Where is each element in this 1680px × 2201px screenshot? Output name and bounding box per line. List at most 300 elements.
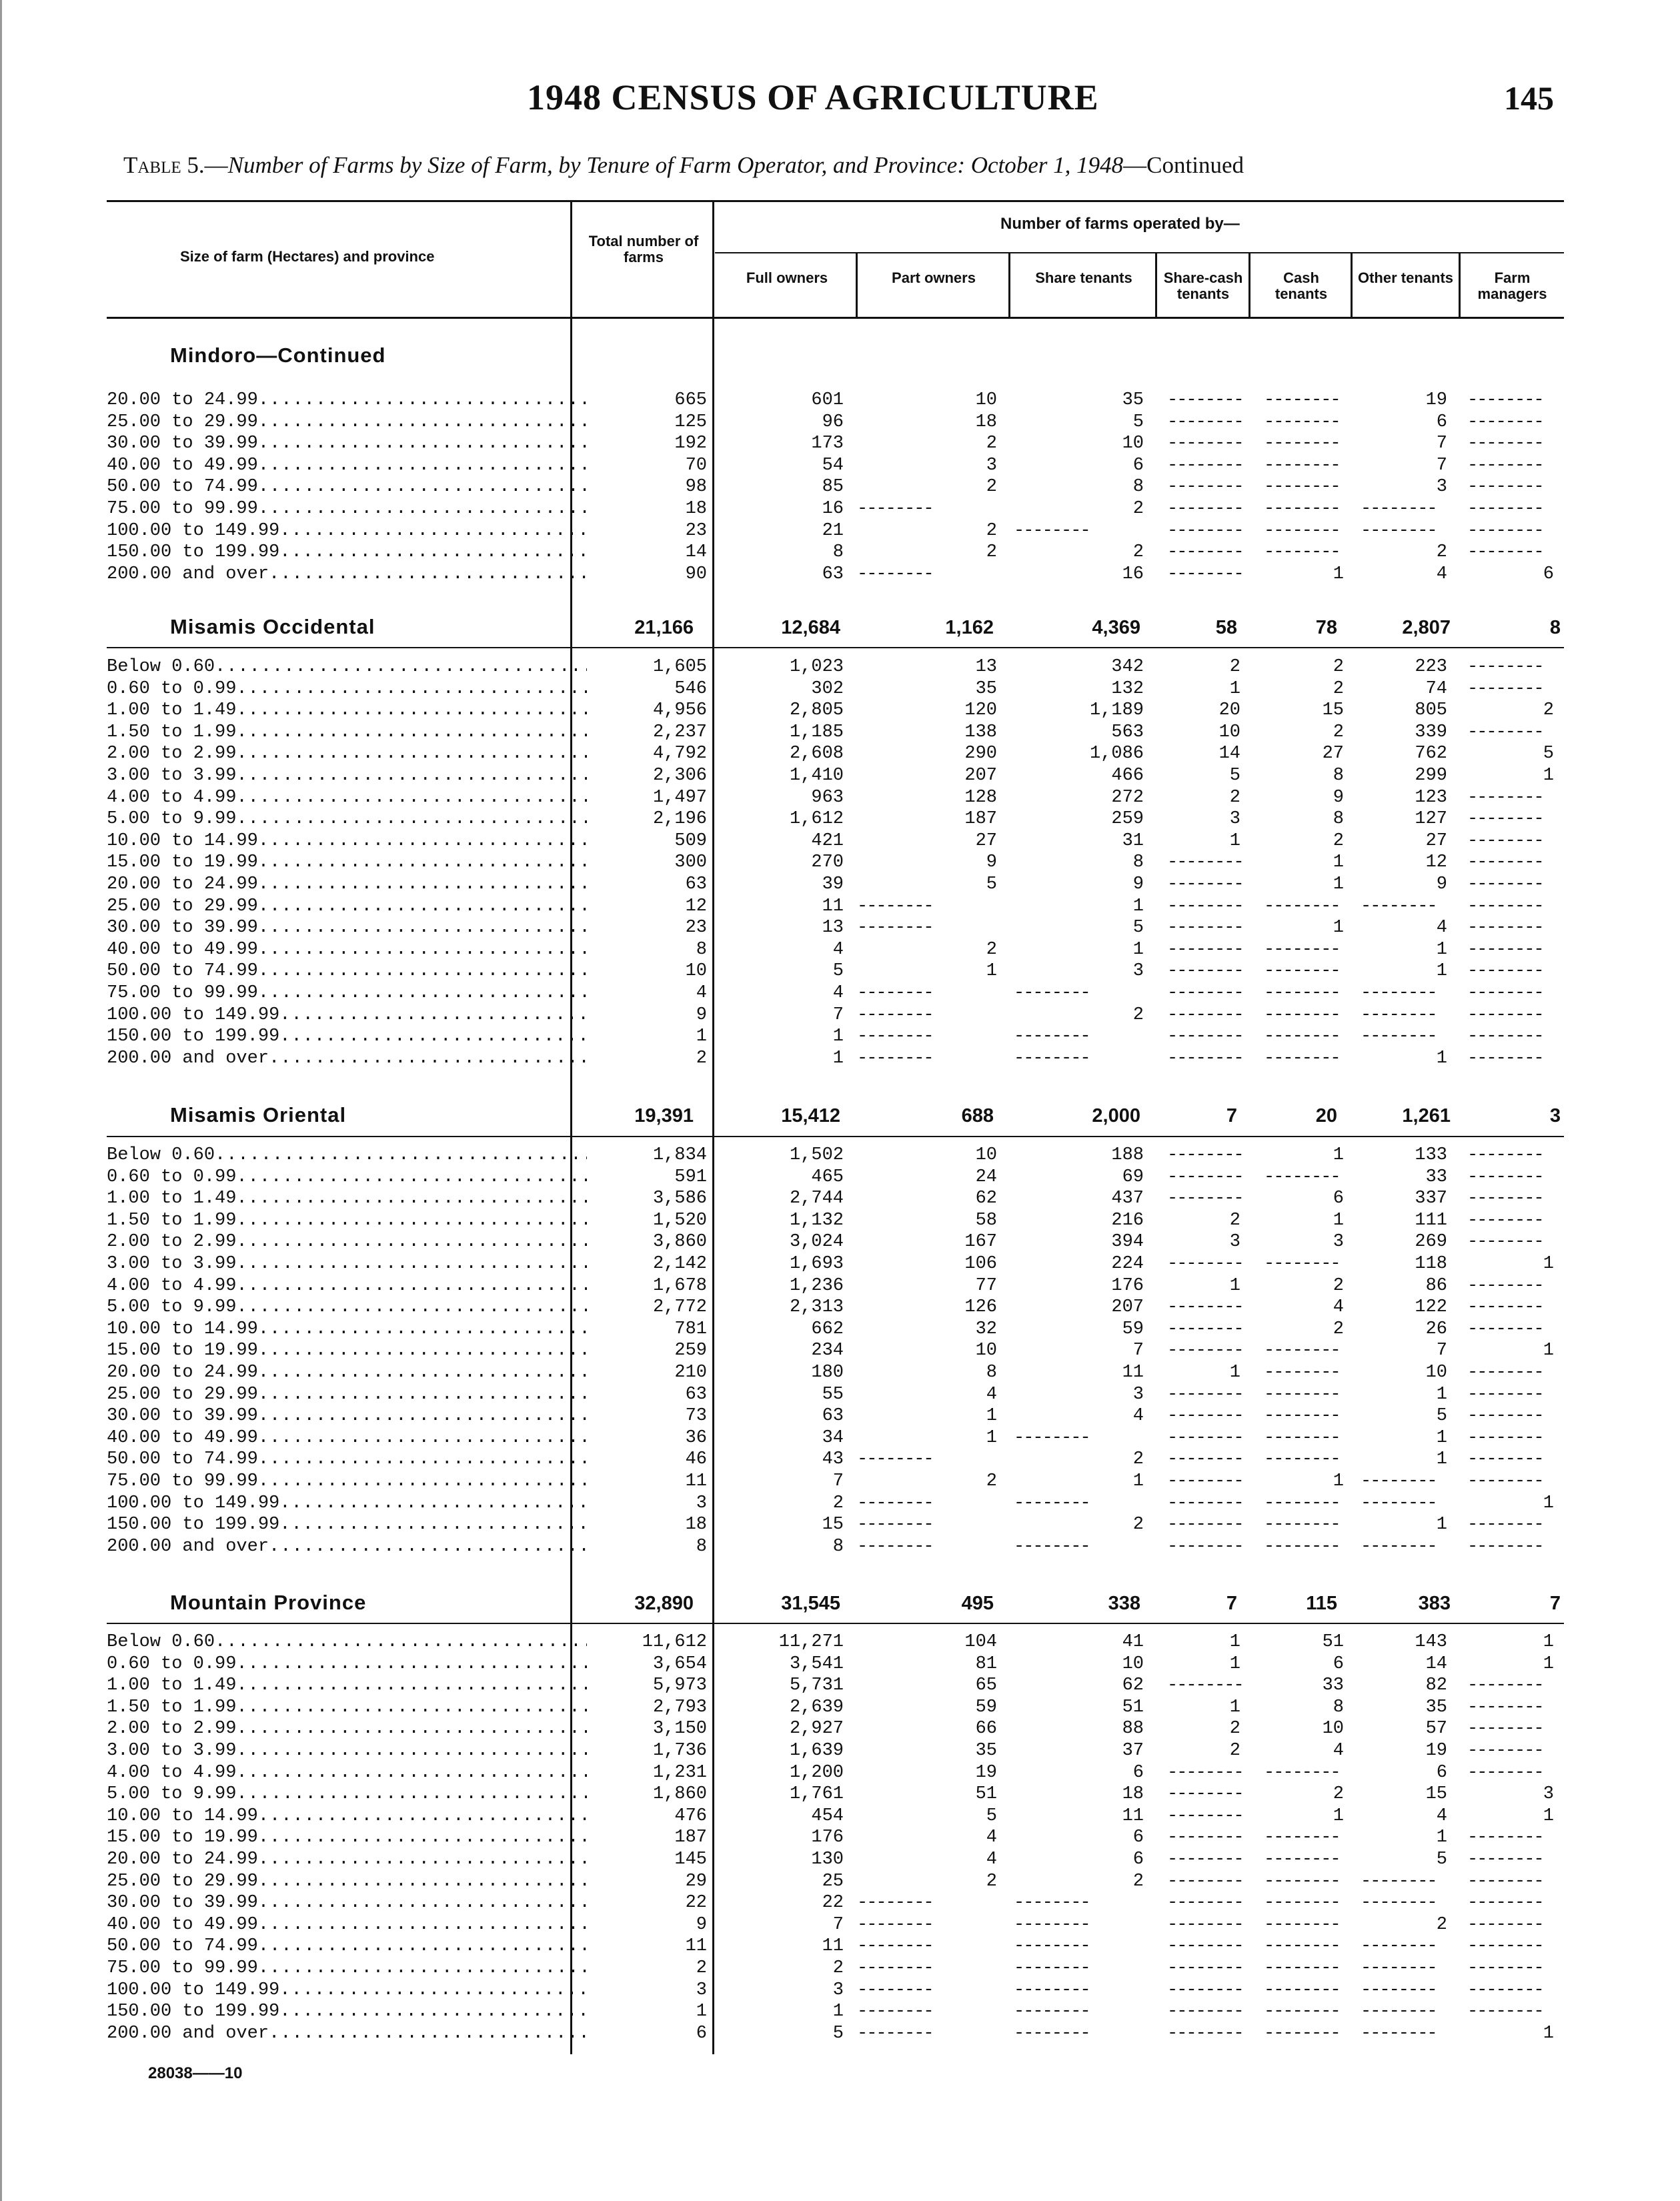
cell-total: 18 [685, 498, 707, 519]
total-row-mountain-province [574, 1593, 1561, 1617]
size-class-label: 25.00 to 29.99 ..... [107, 896, 587, 916]
cell-cash: 8 [1333, 765, 1344, 786]
cell-total: 73 [685, 1406, 707, 1427]
blank-cell-leader: -------- [1361, 1871, 1437, 1892]
cell-share: 1,189 [1089, 700, 1144, 721]
cell-share: 2 [1132, 498, 1144, 519]
cell-other: 4 [1436, 1805, 1447, 1826]
table-row [107, 499, 1564, 521]
blank-cell-leader: -------- [857, 1958, 933, 1978]
total-full: 15,412 [781, 1105, 840, 1127]
table-row [107, 940, 1564, 962]
blank-cell-leader: -------- [1467, 1297, 1543, 1318]
cell-total: 1,231 [652, 1762, 707, 1783]
cell-total: 10 [685, 961, 707, 982]
cell-full: 15 [822, 1515, 844, 1535]
cell-other: 82 [1425, 1675, 1447, 1696]
cell-other: 269 [1415, 1232, 1447, 1253]
blank-cell-leader: -------- [1167, 1026, 1243, 1047]
farm-managers-heading: Farm managers [1477, 269, 1547, 302]
cell-share-cash: 2 [1229, 1719, 1240, 1739]
cell-share: 16 [1122, 564, 1144, 584]
total-managers: 7 [1549, 1593, 1561, 1614]
blank-cell-leader: -------- [1167, 896, 1243, 916]
total-other: 1,261 [1402, 1105, 1451, 1127]
cell-share: 259 [1111, 809, 1144, 830]
cell-part: 4 [986, 1827, 997, 1848]
blank-cell-leader: -------- [1467, 830, 1543, 851]
cell-managers: 1 [1543, 765, 1554, 786]
cell-cash: 4 [1333, 1297, 1344, 1318]
cell-managers: 1 [1543, 1493, 1554, 1513]
page-number: 145 [1504, 79, 1554, 117]
blank-cell-leader: -------- [1167, 455, 1243, 476]
cell-part: 27 [975, 830, 997, 851]
size-class-label: 5.00 to 9.99 ..... [107, 1297, 587, 1317]
cell-managers: 1 [1543, 2023, 1554, 2044]
blank-cell-leader: -------- [1467, 678, 1543, 699]
cell-share: 6 [1132, 455, 1144, 476]
cell-other: 127 [1415, 809, 1447, 830]
table-row [107, 1537, 1564, 1559]
blank-cell-leader: -------- [857, 1980, 933, 2000]
blank-cell-leader: -------- [1467, 1914, 1543, 1935]
cell-managers: 1 [1543, 1341, 1554, 1361]
cell-share: 2 [1132, 1515, 1144, 1535]
cell-full: 34 [822, 1427, 844, 1448]
cell-full: 2,805 [789, 700, 844, 721]
cell-share: 8 [1132, 852, 1144, 873]
cell-share: 272 [1111, 787, 1144, 808]
blank-cell-leader: -------- [1264, 1762, 1340, 1783]
cell-other: 57 [1425, 1719, 1447, 1739]
table-row [107, 477, 1564, 499]
cell-other: 299 [1415, 765, 1447, 786]
table-row [107, 1763, 1564, 1785]
province-name: Misamis Occidental [170, 615, 375, 638]
blank-cell-leader: -------- [1467, 1210, 1543, 1231]
cell-share: 437 [1111, 1189, 1144, 1209]
blank-cell-leader: -------- [1361, 896, 1437, 916]
blank-cell-leader: -------- [1264, 1362, 1340, 1383]
cell-part: 5 [986, 874, 997, 894]
blank-cell-leader: -------- [1167, 1536, 1243, 1557]
blank-cell-leader: -------- [1467, 1026, 1543, 1047]
blank-cell-leader: -------- [1167, 1827, 1243, 1848]
cell-share-cash: 1 [1229, 1275, 1240, 1296]
size-class-label: 3.00 to 3.99 ..... [107, 766, 587, 786]
cell-other: 5 [1436, 1849, 1447, 1870]
total-total: 19,391 [634, 1105, 694, 1127]
page-title: 1948 CENSUS OF AGRICULTURE [527, 77, 1099, 117]
blank-cell-leader: -------- [1264, 1427, 1340, 1448]
size-class-label: 4.00 to 4.99 ..... [107, 1276, 587, 1296]
total-cash: 115 [1306, 1593, 1337, 1614]
blank-cell-leader: -------- [1467, 1871, 1543, 1892]
blank-cell-leader: -------- [1167, 961, 1243, 982]
cell-total: 259 [674, 1341, 707, 1361]
blank-cell-leader: -------- [1361, 2002, 1437, 2022]
cell-total: 70 [685, 455, 707, 476]
cell-full: 13 [822, 918, 844, 938]
blank-cell-leader: -------- [1361, 2023, 1437, 2044]
cell-share-cash: 1 [1229, 1653, 1240, 1674]
blank-cell-leader: -------- [1467, 1697, 1543, 1717]
cell-managers: 1 [1543, 1253, 1554, 1274]
table-row [107, 1515, 1564, 1537]
cell-share-cash: 1 [1229, 678, 1240, 699]
cell-part: 1 [986, 1406, 997, 1427]
cell-total: 4,792 [652, 744, 707, 764]
cell-full: 173 [811, 434, 844, 454]
table-row [107, 983, 1564, 1005]
cell-total: 2,237 [652, 722, 707, 742]
blank-cell-leader: -------- [1467, 520, 1543, 541]
cell-share-cash: 2 [1229, 787, 1240, 808]
cell-full: 1,693 [789, 1253, 844, 1274]
cell-other: 14 [1425, 1653, 1447, 1674]
cell-other: 2 [1436, 542, 1447, 563]
cell-total: 2,772 [652, 1297, 707, 1318]
table-row [107, 1915, 1564, 1937]
cell-other: 223 [1415, 657, 1447, 677]
cell-full: 22 [822, 1893, 844, 1914]
blank-cell-leader: -------- [1264, 1871, 1340, 1892]
page-edge-rule [0, 0, 2, 2201]
size-class-label: 40.00 to 49.99 ..... [107, 1915, 587, 1935]
table-row [107, 766, 1564, 788]
size-class-label: 2.00 to 2.99 ..... [107, 744, 587, 764]
cell-total: 2,793 [652, 1697, 707, 1717]
cell-part: 10 [975, 1145, 997, 1165]
blank-cell-leader: -------- [1167, 1762, 1243, 1783]
blank-cell-leader: -------- [857, 2002, 933, 2022]
blank-cell-leader: -------- [857, 1914, 933, 1935]
size-class-label: 1.00 to 1.49 ..... [107, 700, 587, 720]
blank-cell-leader: -------- [1467, 1048, 1543, 1068]
cell-cash: 3 [1333, 1232, 1344, 1253]
size-class-label: 200.00 and over ..... [107, 1537, 587, 1557]
cell-share: 207 [1111, 1297, 1144, 1318]
cell-part: 207 [964, 765, 997, 786]
blank-cell-leader: -------- [1467, 874, 1543, 894]
blank-cell-leader: -------- [1167, 1784, 1243, 1805]
cell-share: 2 [1132, 542, 1144, 563]
cell-full: 1 [832, 2002, 844, 2022]
cell-share-cash: 1 [1229, 830, 1240, 851]
cell-part: 4 [986, 1849, 997, 1870]
cell-full: 4 [832, 982, 844, 1003]
blank-cell-leader: -------- [1467, 1980, 1543, 2000]
cash-tenants-heading: Cash tenants [1275, 269, 1328, 302]
size-class-label: 150.00 to 199.99 ..... [107, 2002, 587, 2022]
cell-part: 5 [986, 1805, 997, 1826]
cell-total: 1,736 [652, 1740, 707, 1761]
blank-cell-leader: -------- [1167, 1145, 1243, 1165]
cell-other: 1 [1436, 1384, 1447, 1405]
cell-full: 3,541 [789, 1653, 844, 1674]
cell-part: 35 [975, 678, 997, 699]
blank-cell-leader: -------- [857, 1048, 933, 1068]
size-class-label: 5.00 to 9.99 ..... [107, 1784, 587, 1804]
cell-total: 29 [685, 1871, 707, 1892]
cell-other: 27 [1425, 830, 1447, 851]
cell-full: 2,927 [789, 1719, 844, 1739]
blank-cell-leader: -------- [1467, 982, 1543, 1003]
blank-cell-leader: -------- [1467, 1449, 1543, 1470]
cell-cash: 1 [1333, 918, 1344, 938]
cell-total: 2 [696, 1958, 707, 1978]
cell-total: 63 [685, 874, 707, 894]
table-row [107, 1385, 1564, 1407]
cell-full: 1 [832, 1048, 844, 1068]
cell-total: 5,973 [652, 1675, 707, 1696]
blank-cell-leader: -------- [1167, 1493, 1243, 1513]
table-row [107, 1319, 1564, 1341]
blank-cell-leader: -------- [1264, 1980, 1340, 2000]
cell-full: 1,185 [789, 722, 844, 742]
total-managers: 8 [1549, 617, 1561, 638]
cell-full: 63 [822, 1406, 844, 1427]
blank-cell-leader: -------- [1264, 1536, 1340, 1557]
size-class-label: 150.00 to 199.99 ..... [107, 1515, 587, 1535]
table-row [107, 1784, 1564, 1806]
table-row [107, 412, 1564, 434]
cell-other: 33 [1425, 1167, 1447, 1187]
cell-other: 35 [1425, 1697, 1447, 1717]
cell-cash: 4 [1333, 1740, 1344, 1761]
size-class-label: 1.50 to 1.99 ..... [107, 1211, 587, 1231]
cell-total: 22 [685, 1893, 707, 1914]
cell-other: 118 [1415, 1253, 1447, 1274]
cell-cash: 1 [1333, 1145, 1344, 1165]
rows-mindoro [107, 390, 1564, 586]
blank-cell-leader: -------- [1264, 896, 1340, 916]
table-row [107, 918, 1564, 940]
blank-cell-leader: -------- [857, 1893, 933, 1914]
size-class-label: 150.00 to 199.99 ..... [107, 1026, 587, 1046]
size-class-label: 30.00 to 39.99 ..... [107, 1406, 587, 1426]
cell-cash: 27 [1322, 744, 1344, 764]
blank-cell-leader: -------- [1264, 1936, 1340, 1957]
cell-full: 55 [822, 1384, 844, 1405]
table-row [107, 1048, 1564, 1070]
blank-cell-leader: -------- [1467, 1189, 1543, 1209]
blank-cell-leader: -------- [1167, 1427, 1243, 1448]
cell-other: 5 [1436, 1406, 1447, 1427]
blank-cell-leader: -------- [1167, 1189, 1243, 1209]
cell-cash: 1 [1333, 874, 1344, 894]
blank-cell-leader: -------- [1467, 657, 1543, 677]
section-rule-1 [107, 647, 1564, 648]
table-row [107, 1741, 1564, 1763]
share-tenants-heading: Share tenants [1035, 269, 1132, 286]
cell-full: 5 [832, 2023, 844, 2044]
stub-heading: Size of farm (Hectares) and province [180, 248, 435, 265]
table-row [107, 1363, 1564, 1385]
table-row [107, 657, 1564, 679]
cell-share-cash: 14 [1218, 744, 1240, 764]
cell-total: 3,150 [652, 1719, 707, 1739]
blank-cell-leader: -------- [1167, 412, 1243, 432]
total-other: 2,807 [1402, 617, 1451, 638]
cell-share: 11 [1122, 1805, 1144, 1826]
blank-cell-leader: -------- [1264, 1849, 1340, 1870]
cell-total: 1,678 [652, 1275, 707, 1296]
total-share: 2,000 [1092, 1105, 1140, 1127]
table-row [107, 809, 1564, 831]
cell-total: 11 [685, 1936, 707, 1957]
cell-share: 466 [1111, 765, 1144, 786]
blank-cell-leader: -------- [1467, 1471, 1543, 1491]
table-row [107, 1341, 1564, 1363]
cell-total: 3 [696, 1980, 707, 2000]
cell-other: 9 [1436, 874, 1447, 894]
blank-cell-leader: -------- [1467, 852, 1543, 873]
cell-total: 192 [674, 434, 707, 454]
province-name: Mountain Province [170, 1591, 367, 1614]
cell-full: 5,731 [789, 1675, 844, 1696]
blank-cell-leader: -------- [1167, 1471, 1243, 1491]
blank-cell-leader: -------- [1014, 1893, 1090, 1914]
size-class-label: 2.00 to 2.99 ..... [107, 1719, 587, 1739]
size-class-label: 10.00 to 14.99 ..... [107, 1806, 587, 1826]
cell-total: 1,520 [652, 1210, 707, 1231]
cell-part: 106 [964, 1253, 997, 1274]
cell-share: 2 [1132, 1871, 1144, 1892]
cell-part: 290 [964, 744, 997, 764]
cell-managers: 1 [1543, 1805, 1554, 1826]
size-class-label: 200.00 and over ..... [107, 564, 587, 584]
cell-full: 1,612 [789, 809, 844, 830]
cell-share: 176 [1111, 1275, 1144, 1296]
total-cash: 20 [1315, 1105, 1337, 1127]
size-class-label: 1.50 to 1.99 ..... [107, 722, 587, 742]
size-class-label: 30.00 to 39.99 ..... [107, 1893, 587, 1913]
blank-cell-leader: -------- [1167, 2023, 1243, 2044]
total-share-cash: 58 [1215, 617, 1237, 638]
size-class-label: 100.00 to 149.99 ..... [107, 1980, 587, 2000]
total-row-misamis-occidental [574, 617, 1561, 641]
blank-cell-leader: -------- [857, 1449, 933, 1470]
cell-total: 11 [685, 1471, 707, 1491]
blank-cell-leader: -------- [1264, 939, 1340, 960]
cell-share: 31 [1122, 830, 1144, 851]
blank-cell-leader: -------- [1167, 1384, 1243, 1405]
cell-full: 16 [822, 498, 844, 519]
size-class-label: 0.60 to 0.99 ..... [107, 679, 587, 699]
cell-share: 563 [1111, 722, 1144, 742]
blank-cell-leader: -------- [1167, 1253, 1243, 1274]
blank-cell-leader: -------- [1264, 961, 1340, 982]
cell-share-cash: 2 [1229, 657, 1240, 677]
cell-share: 6 [1132, 1849, 1144, 1870]
cell-total: 125 [674, 412, 707, 432]
blank-cell-leader: -------- [1264, 982, 1340, 1003]
table-row [107, 1893, 1564, 1915]
blank-cell-leader: -------- [1167, 1004, 1243, 1025]
cell-part: 8 [986, 1362, 997, 1383]
cell-share: 5 [1132, 412, 1144, 432]
cell-total: 4,956 [652, 700, 707, 721]
cell-full: 1,023 [789, 657, 844, 677]
size-class-label: 1.00 to 1.49 ..... [107, 1189, 587, 1209]
cell-share: 1 [1132, 896, 1144, 916]
blank-cell-leader: -------- [1167, 1871, 1243, 1892]
size-class-label: Below 0.60 ..... [107, 1632, 587, 1652]
blank-cell-leader: -------- [1361, 498, 1437, 519]
cell-part: 18 [975, 412, 997, 432]
blank-cell-leader: -------- [1167, 852, 1243, 873]
cell-cash: 9 [1333, 787, 1344, 808]
cell-total: 6 [696, 2023, 707, 2044]
blank-cell-leader: -------- [1014, 982, 1090, 1003]
cell-part: 10 [975, 1341, 997, 1361]
full-owners-heading: Full owners [746, 269, 828, 286]
size-class-label: 25.00 to 29.99 ..... [107, 1385, 587, 1405]
table-row [107, 961, 1564, 983]
blank-cell-leader: -------- [1167, 1515, 1243, 1535]
other-tenants-heading: Other tenants [1357, 269, 1454, 286]
size-class-label: 5.00 to 9.99 ..... [107, 809, 587, 829]
cell-total: 2,142 [652, 1253, 707, 1274]
cell-share: 132 [1111, 678, 1144, 699]
cell-share-cash: 10 [1218, 722, 1240, 742]
cell-full: 1,200 [789, 1762, 844, 1783]
size-class-label: 50.00 to 74.99 ..... [107, 1449, 587, 1469]
cell-share: 11 [1122, 1362, 1144, 1383]
blank-cell-leader: -------- [1467, 918, 1543, 938]
table-row [107, 679, 1564, 701]
cell-total: 8 [696, 1536, 707, 1557]
cell-share: 9 [1132, 874, 1144, 894]
blank-cell-leader: -------- [1014, 1536, 1090, 1557]
cell-full: 8 [832, 542, 844, 563]
total-share: 4,369 [1092, 617, 1140, 638]
cell-total: 12 [685, 896, 707, 916]
blank-cell-leader: -------- [1264, 1384, 1340, 1405]
cell-part: 19 [975, 1762, 997, 1783]
table-label: Table 5. [123, 152, 205, 178]
size-class-label: 0.60 to 0.99 ..... [107, 1167, 587, 1187]
rows-misamis-oriental [107, 1145, 1564, 1558]
col-rule-5 [1351, 253, 1353, 317]
table-row [107, 788, 1564, 810]
cell-managers: 3 [1543, 1784, 1554, 1805]
cell-cash: 2 [1333, 830, 1344, 851]
size-class-label: 1.50 to 1.99 ..... [107, 1697, 587, 1717]
cell-other: 15 [1425, 1784, 1447, 1805]
cell-managers: 6 [1543, 564, 1554, 584]
blank-cell-leader: -------- [1167, 1958, 1243, 1978]
table-row [107, 1654, 1564, 1676]
cell-part: 35 [975, 1740, 997, 1761]
cell-total: 18 [685, 1515, 707, 1535]
size-class-label: 1.00 to 1.49 ..... [107, 1675, 587, 1695]
size-class-label: 75.00 to 99.99 ..... [107, 1958, 587, 1978]
blank-cell-leader: -------- [1167, 1805, 1243, 1826]
cell-cash: 8 [1333, 1697, 1344, 1717]
cell-part: 2 [986, 520, 997, 541]
blank-cell-leader: -------- [1167, 1341, 1243, 1361]
cell-other: 74 [1425, 678, 1447, 699]
cell-share: 37 [1122, 1740, 1144, 1761]
blank-cell-leader: -------- [1467, 1384, 1543, 1405]
table-row [107, 1471, 1564, 1493]
spanner-heading: Number of farms operated by— [1000, 215, 1240, 233]
blank-cell-leader: -------- [1361, 520, 1437, 541]
size-class-label: 4.00 to 4.99 ..... [107, 1763, 587, 1783]
